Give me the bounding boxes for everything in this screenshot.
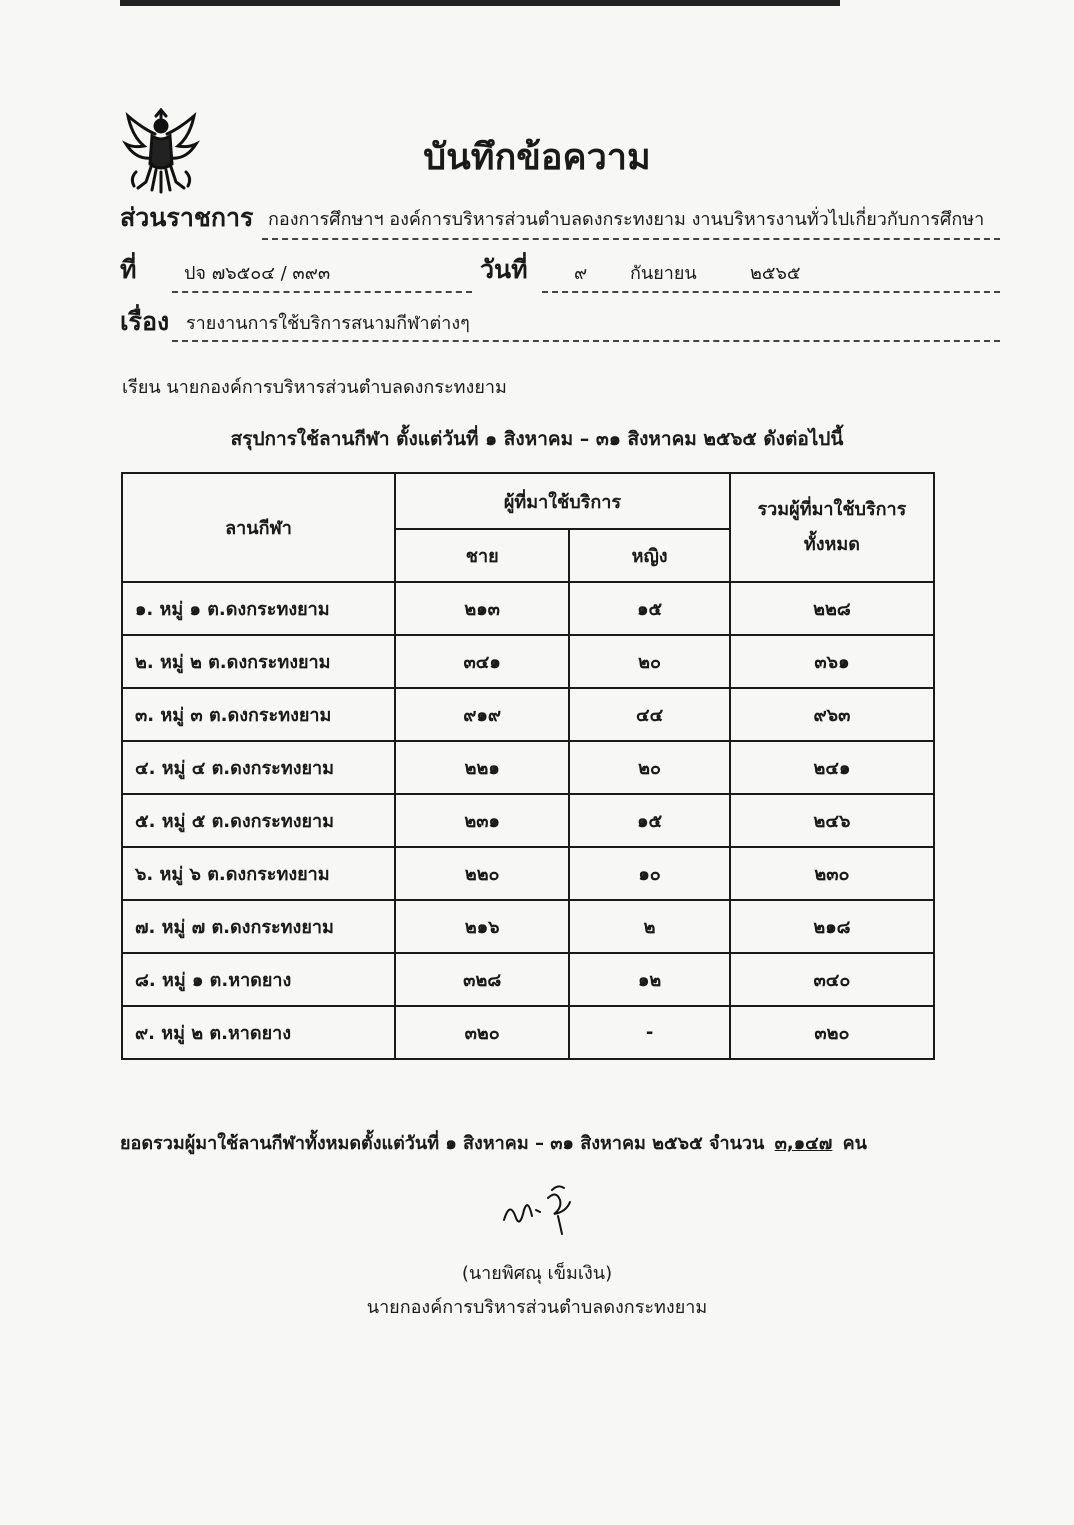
date-year: ๒๕๖๕ — [750, 263, 801, 284]
table-row — [122, 847, 934, 900]
male-cell: ๒๒๐ — [395, 847, 569, 900]
venue-cell: ๓. หมู่ ๓ ต.ดงกระทงยาม — [122, 688, 395, 741]
grand-total-unit: คน — [842, 1133, 867, 1154]
total-cell: ๙๖๓ — [730, 688, 934, 741]
total-cell: ๓๖๑ — [730, 635, 934, 688]
total-cell: ๓๒๐ — [730, 1006, 934, 1059]
female-cell: ๑๕ — [569, 794, 730, 847]
table-row — [122, 741, 934, 794]
female-cell: - — [569, 1006, 730, 1059]
reference-dotted-line — [172, 291, 472, 293]
subject-label: เรื่อง — [120, 307, 170, 336]
total-cell: ๒๔๑ — [730, 741, 934, 794]
table-row — [122, 688, 934, 741]
total-cell: ๒๔๖ — [730, 794, 934, 847]
female-cell: ๑๐ — [569, 847, 730, 900]
venue-cell: ๔. หมู่ ๔ ต.ดงกระทงยาม — [122, 741, 395, 794]
department-label: ส่วนราชการ — [120, 203, 254, 232]
female-cell: ๑๒ — [569, 953, 730, 1006]
male-cell: ๓๒๘ — [395, 953, 569, 1006]
female-cell: ๒ — [569, 900, 730, 953]
header-users: ผู้ที่มาใช้บริการ — [395, 473, 730, 529]
department-dotted-line — [262, 238, 1000, 240]
handwritten-signature-icon — [496, 1180, 586, 1240]
table-row — [122, 953, 934, 1006]
male-cell: ๒๑๖ — [395, 900, 569, 953]
female-cell: ๔๔ — [569, 688, 730, 741]
male-cell: ๓๔๑ — [395, 635, 569, 688]
subject-value: รายงานการใช้บริการสนามกีฬาต่างๆ — [186, 313, 470, 334]
male-cell: ๓๒๐ — [395, 1006, 569, 1059]
grand-total-line — [120, 1128, 867, 1157]
female-cell: ๑๕ — [569, 582, 730, 635]
signatory-name: (นายพิศณุ เข็มเงิน) — [461, 1263, 613, 1284]
table-row — [122, 582, 934, 635]
table-row — [122, 635, 934, 688]
table-row — [122, 794, 934, 847]
subject-dotted-line — [172, 340, 1000, 342]
header-total: รวมผู้ที่มาใช้บริการทั้งหมด — [730, 473, 934, 582]
male-cell: ๒๓๑ — [395, 794, 569, 847]
venue-usage-table — [121, 472, 935, 1060]
summary-line: สรุปการใช้ลานกีฬา ตั้งแต่วันที่ ๑ สิงหาคม – ๓๑ สิงหาคม ๒๕๖๕ ดังต่อไปนี้ — [230, 428, 844, 450]
reference-value: ปจ ๗๖๕๐๔ / ๓๙๓ — [184, 263, 331, 284]
male-cell: ๒๑๓ — [395, 582, 569, 635]
venue-cell: ๑. หมู่ ๑ ต.ดงกระทงยาม — [122, 582, 395, 635]
grand-total-count: ๓,๑๔๗ — [774, 1133, 833, 1154]
header-venue: ลานกีฬา — [122, 473, 395, 582]
male-cell: ๙๑๙ — [395, 688, 569, 741]
female-cell: ๒๐ — [569, 635, 730, 688]
date-label: วันที่ — [480, 255, 528, 284]
venue-cell: ๙. หมู่ ๒ ต.หาดยาง — [122, 1006, 395, 1059]
department-value: กองการศึกษาฯ องค์การบริหารส่วนตำบลดงกระทงยาม งานบริหารงานทั่วไปเกี่ยวกับการศึกษา — [268, 209, 985, 230]
date-day: ๙ — [574, 263, 588, 284]
table-row — [122, 1006, 934, 1059]
venue-cell: ๗. หมู่ ๗ ต.ดงกระทงยาม — [122, 900, 395, 953]
total-cell: ๓๔๐ — [730, 953, 934, 1006]
total-cell: ๒๓๐ — [730, 847, 934, 900]
top-edge-bar — [120, 0, 840, 6]
venue-cell: ๕. หมู่ ๕ ต.ดงกระทงยาม — [122, 794, 395, 847]
salutation: เรียน นายกองค์การบริหารส่วนตำบลดงกระทงยาม — [122, 377, 507, 398]
female-cell: ๒๐ — [569, 741, 730, 794]
date-month: กันยายน — [630, 263, 697, 284]
header-female: หญิง — [569, 529, 730, 582]
header-male: ชาย — [395, 529, 569, 582]
venue-cell: ๖. หมู่ ๖ ต.ดงกระทงยาม — [122, 847, 395, 900]
male-cell: ๒๒๑ — [395, 741, 569, 794]
table-row — [122, 900, 934, 953]
total-cell: ๒๑๘ — [730, 900, 934, 953]
grand-total-text: ยอดรวมผู้มาใช้ลานกีฬาทั้งหมดตั้งแต่วันที่ ๑ สิงหาคม – ๓๑ สิงหาคม ๒๕๖๕ จำนวน — [120, 1133, 765, 1154]
date-dotted-line — [542, 291, 1000, 293]
signatory-position: นายกองค์การบริหารส่วนตำบลดงกระทงยาม — [366, 1297, 708, 1318]
memo-title: บันทึกข้อความ — [423, 137, 651, 178]
venue-cell: ๒. หมู่ ๒ ต.ดงกระทงยาม — [122, 635, 395, 688]
reference-label: ที่ — [120, 255, 137, 284]
venue-cell: ๘. หมู่ ๑ ต.หาดยาง — [122, 953, 395, 1006]
total-cell: ๒๒๘ — [730, 582, 934, 635]
